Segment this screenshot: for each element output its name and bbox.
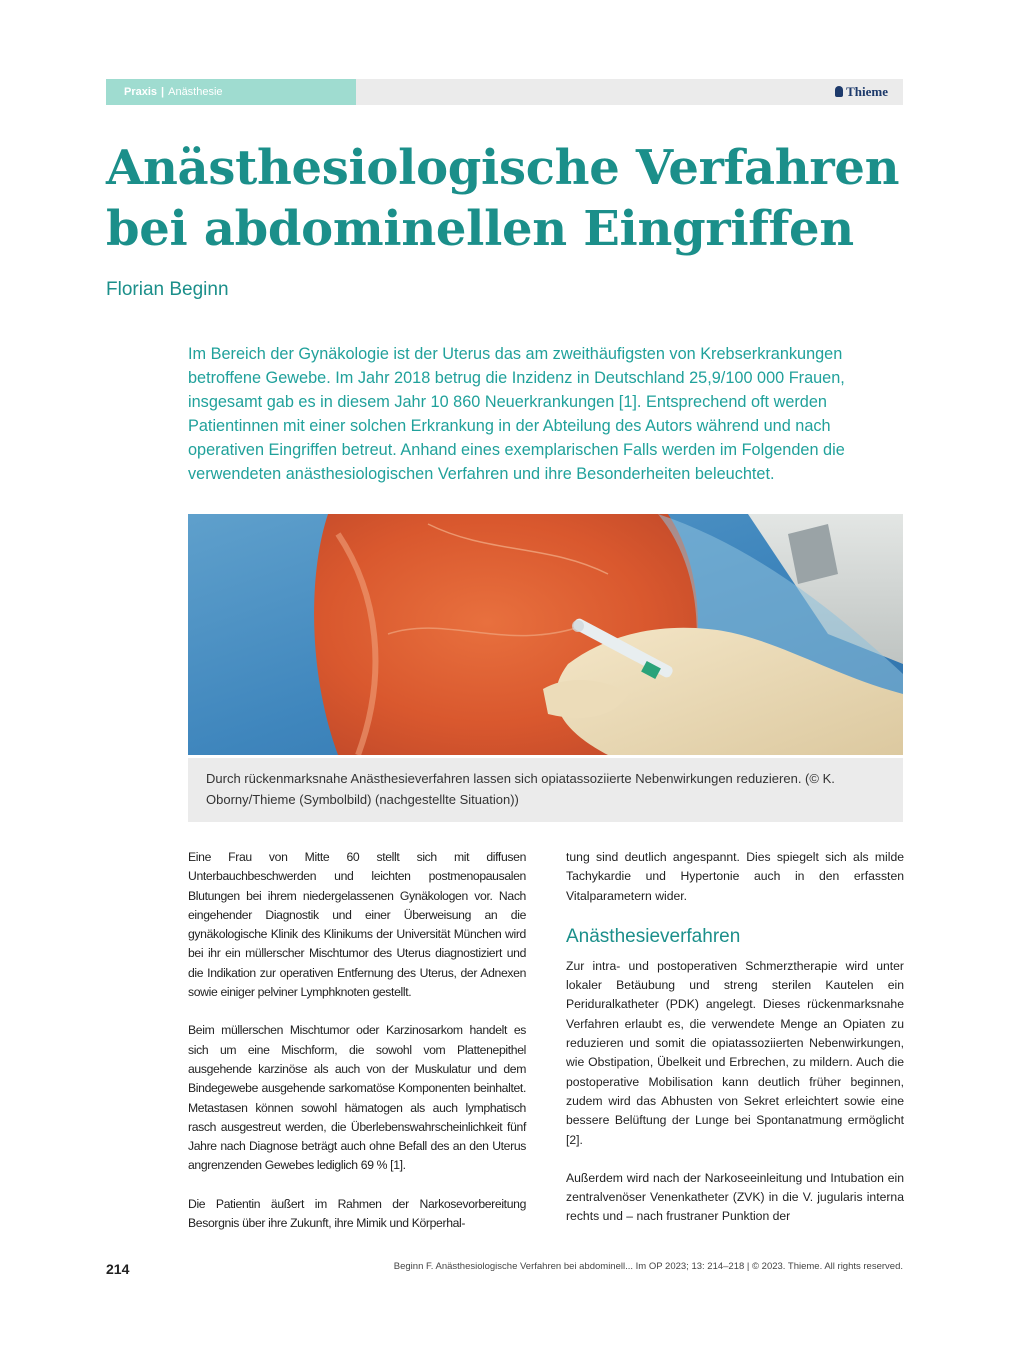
section-name: Praxis xyxy=(124,86,158,98)
page-number: 214 xyxy=(106,1261,130,1277)
subsection-name: Anästhesie xyxy=(168,86,223,98)
figure-caption: Durch rückenmarksnahe Anästhesieverfahren lassen sich opiatassoziierte Nebenwirkungen reduzieren. (© K. Oborny/Thieme (Symbolbild) (nachgestellte Situation)) xyxy=(188,758,903,822)
body-column-left xyxy=(188,848,526,1233)
article-lead: Im Bereich der Gynäkologie ist der Uterus das am zweithäufigsten von Krebserkrankungen betroffene Gewebe. Im Jahr 2018 betrug die Inzidenz in Deutschland 25,9/100 000 Frauen, insgesamt gab es in diesem Jahr 10 860 Neuerkrankungen [1]. Entsprechend oft werden Patientinnen mit einer solchen Erkrankung in der Abteilung des Autors während und nach operativen Eingriffen betreut. Anhand eines exemplarischen Falls werden im Folgenden die verwendeten anästhesiologischen Verfahren und ihre Besonderheiten beleuchtet. xyxy=(188,345,845,483)
section-label xyxy=(106,79,356,105)
section-heading: Anästhesieverfahren xyxy=(566,925,741,947)
section-separator: | xyxy=(161,86,165,98)
thieme-logo-icon xyxy=(835,86,843,97)
title-line-1: Anästhesiologische Verfahren xyxy=(106,140,900,196)
footer-citation: Beginn F. Anästhesiologische Verfahren bei abdominell... Im OP 2023; 13: 214–218 | © 2023. Thieme. All rights reserved. xyxy=(393,1261,903,1272)
title-line-2: bei abdominellen Eingriffen xyxy=(106,201,854,257)
body-paragraph: Eine Frau von Mitte 60 stellt sich mit diffusen Unterbauchbeschwerden und leichten postmenopausalen Blutungen bei ihrem niedergelassenen Gynäkologen vor. Nach eingehender Diagnostik und einer Überweisung an die gynäkologische Klinik des Klinikums der Universität München wird bei ihr ein müllerscher Mischtumor des Uterus diagnostiziert und die Indikation zur operativen Entfernung des Uterus, der Adnexen sowie einiger pelviner Lymphknoten gestellt. xyxy=(188,850,526,1000)
header-bar xyxy=(106,79,903,105)
body-paragraph: tung sind deutlich angespannt. Dies spiegelt sich als milde Tachykardie und Hypertonie auch in den erfassten Vitalparametern wider. xyxy=(566,850,904,903)
body-paragraph: Die Patientin äußert im Rahmen der Narkosevorbereitung Besorgnis über ihre Zukunft, ihre Mimik und Körperhal- xyxy=(188,1196,526,1231)
body-paragraph: Beim müllerschen Mischtumor oder Karzinosarkom handelt es sich um eine Mischform, die sowohl vom Plattenepithel ausgehende karzinöse als auch von der Muskulatur und dem Bindegewebe ausgehende sarkomatöse Komponenten beinhaltet. Metastasen können sowohl hämatogen als auch lymphatisch rasch ausgestreut werden, die Überlebenswahrscheinlichkeit fünf Jahre nach Diagnose beträgt auch ohne Befall des an den Uterus angrenzenden Gewebes lediglich 69 % [1]. xyxy=(188,1023,526,1173)
body-paragraph: Zur intra- und postoperativen Schmerztherapie wird unter lokaler Betäubung und streng sterilen Kautelen ein Periduralkatheter (PDK) angelegt. Dieses rückenmarksnahe Verfahren erlaubt es, die verwendete Menge an Opiaten zu reduzieren und somit die opiatassoziierten Nebenwirkungen, wie Obstipation, Übelkeit und Erbrechen, zu mildern. Auch die postoperative Mobilisation kann deutlich früher beginnen, zudem wird das Abhusten von Sekret erleichtert sowie eine bessere Belüftung der Lunge bei Spontanatmung ermöglicht [2]. xyxy=(566,958,904,1147)
article-title xyxy=(106,138,906,260)
article-photo xyxy=(188,514,903,755)
body-column-right xyxy=(566,848,904,1227)
publisher-logo xyxy=(835,79,888,105)
body-paragraph: Außerdem wird nach der Narkoseeinleitung und Intubation ein zentralvenöser Venenkatheter (ZVK) in die V. jugularis interna rechts und – nach frustraner Punktion der xyxy=(566,1170,904,1224)
article-author: Florian Beginn xyxy=(106,279,229,300)
publisher-name: Thieme xyxy=(846,84,888,99)
